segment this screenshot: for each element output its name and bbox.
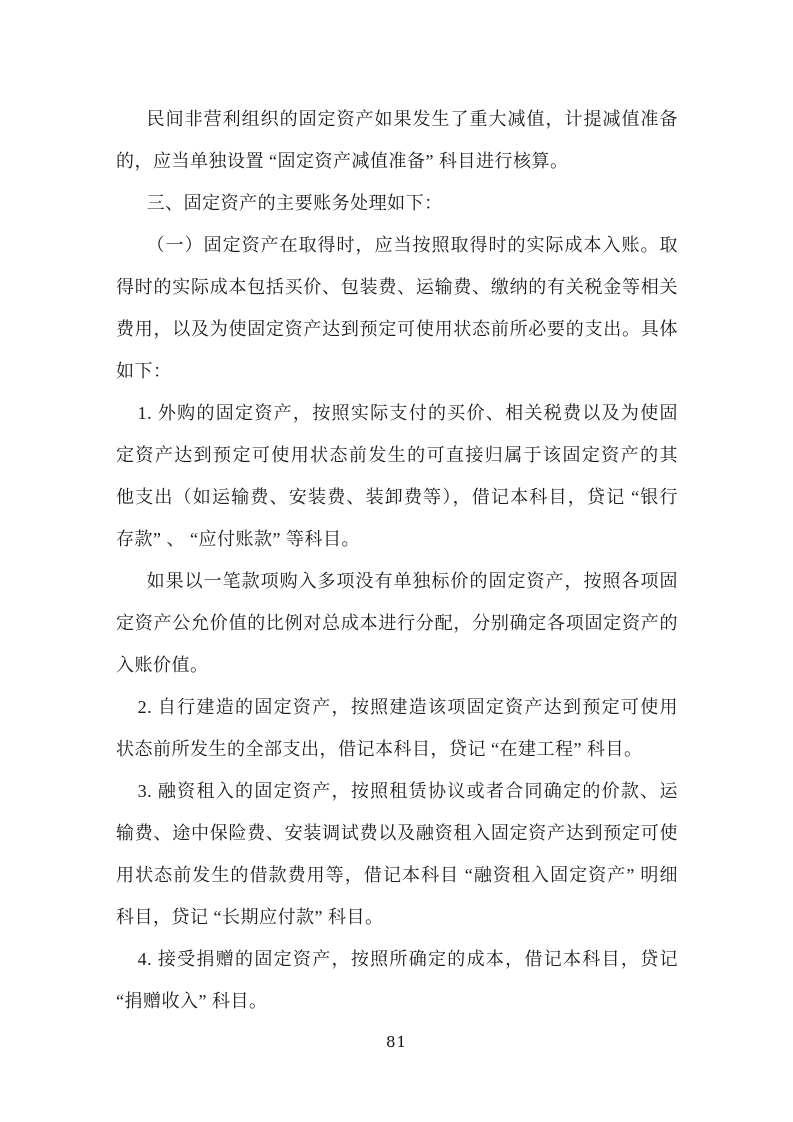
text-line: 存款” 、 “应付账款” 等科目。 [116, 529, 360, 549]
text-line: 定资产达到预定可使用状态前发生的可直接归属于该固定资产的其 [116, 445, 678, 465]
text-line: 他支出（如运输费、安装费、装卸费等），借记本科目，贷记 “银行 [116, 487, 678, 507]
text-line: “捐赠收入” 科目。 [116, 991, 268, 1011]
text-line: （一）固定资产在取得时，应当按照取得时的实际成本入账。取 [146, 235, 678, 255]
document-body [116, 98, 678, 1022]
text-line: 定资产公允价值的比例对总成本进行分配，分别确定各项固定资产的 [116, 613, 678, 633]
text-line: 如下： [116, 361, 172, 381]
text-line: 入账价值。 [116, 655, 209, 675]
text-line: 科目，贷记 “长期应付款” 科目。 [116, 907, 384, 927]
text-line: 用状态前发生的借款费用等，借记本科目 “融资租入固定资产” 明细 [116, 865, 678, 885]
page-number: 81 [385, 1033, 408, 1051]
section-heading: 三、固定资产的主要账务处理如下： [146, 193, 443, 213]
text-line: 如果以一笔款项购入多项没有单独标价的固定资产，按照各项固 [146, 571, 678, 591]
text-line: 得时的实际成本包括买价、包装费、运输费、缴纳的有关税金等相关 [116, 277, 678, 297]
text-line: 1. 外购的固定资产，按照实际支付的买价、相关税费以及为使固 [137, 403, 678, 423]
text-line: 状态前所发生的全部支出，借记本科目，贷记 “在建工程” 科目。 [116, 739, 643, 759]
text-line: 费用，以及为使固定资产达到预定可使用状态前所必要的支出。具体 [116, 319, 678, 339]
text-line: 4. 接受捐赠的固定资产，按照所确定的成本，借记本科目，贷记 [137, 949, 678, 969]
text-line: 民间非营利组织的固定资产如果发生了重大减值，计提减值准备 [146, 109, 678, 129]
text-line: 2. 自行建造的固定资产，按照建造该项固定资产达到预定可使用 [137, 697, 678, 717]
text-line: 输费、途中保险费、安装调试费以及融资租入固定资产达到预定可使 [116, 823, 678, 843]
text-line: 的，应当单独设置 “固定资产减值准备” 科目进行核算。 [116, 151, 569, 171]
text-line: 3. 融资租入的固定资产，按照租赁协议或者合同确定的价款、运 [137, 781, 678, 801]
